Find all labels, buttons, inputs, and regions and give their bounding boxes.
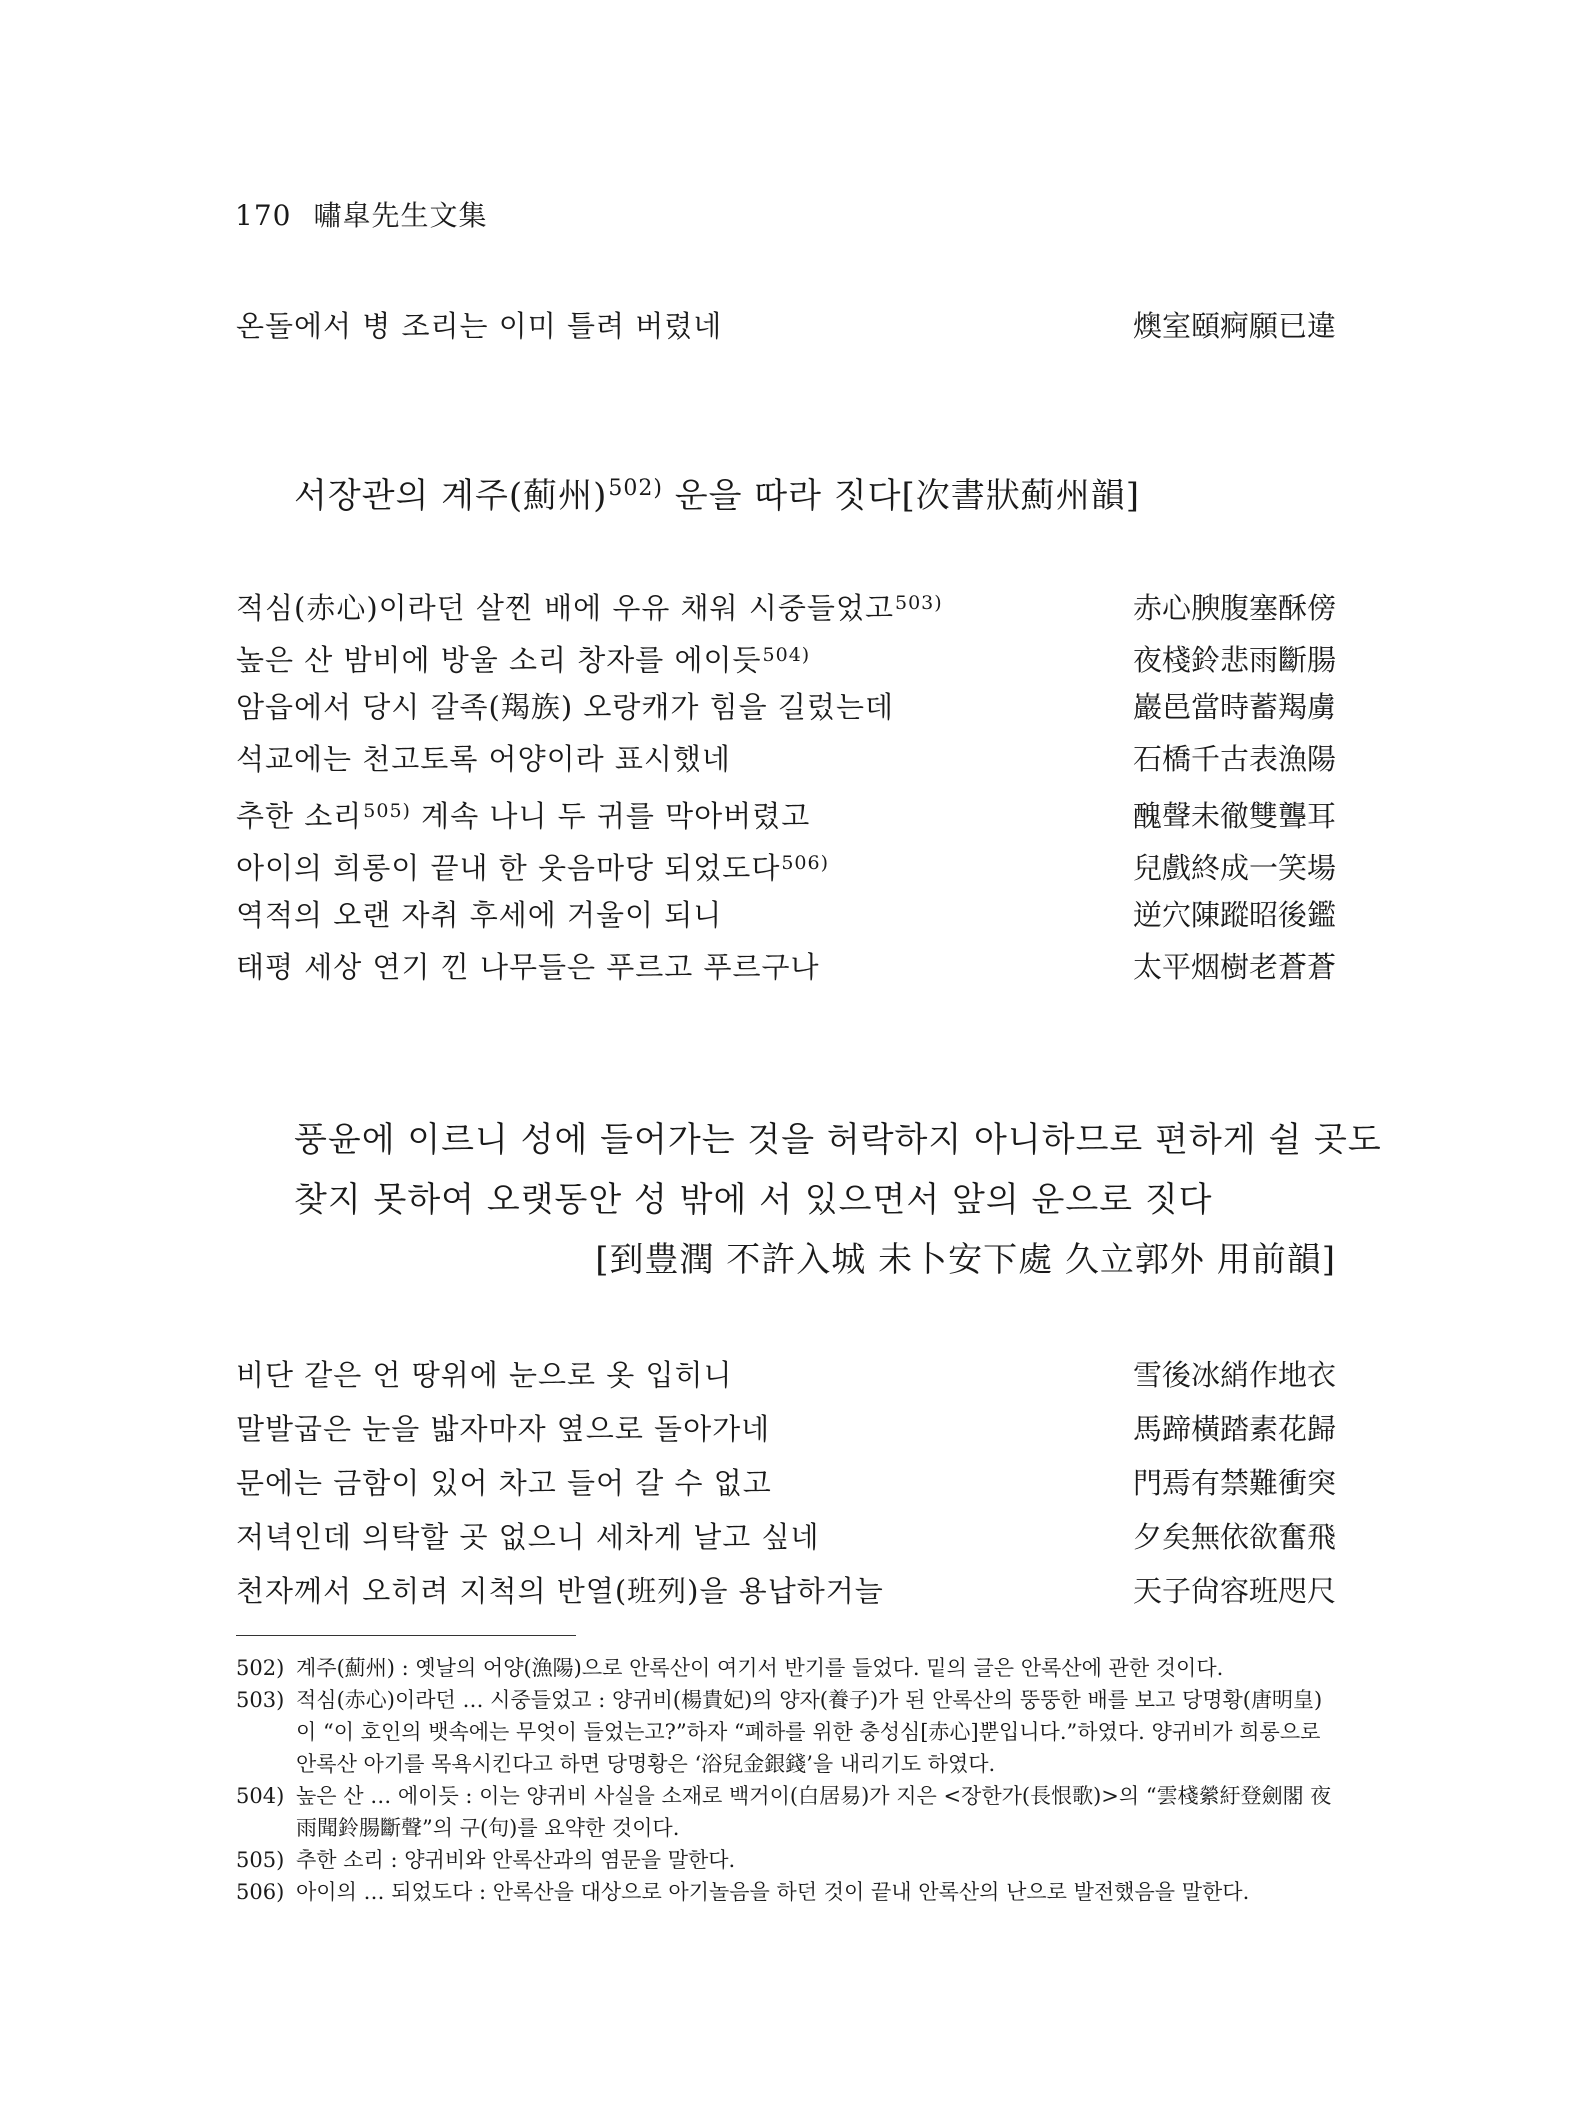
footnote-ref: 504) (762, 644, 811, 666)
verse-line (236, 635, 1336, 680)
verse-hanja: 巖邑當時蓄羯虜 (1132, 690, 1336, 724)
verse-line (236, 687, 1336, 727)
verse-line (236, 791, 1336, 836)
verse-hanja: 兒戲終成一笑場 (1132, 851, 1336, 885)
footnote-number: 505) (236, 1848, 285, 1872)
verse-korean: 높은 산 밤비에 방울 소리 창자를 에이듯$^{504)}$ (236, 643, 811, 677)
verse-hanja: 雪後冰綃作地衣 (1132, 1358, 1336, 1392)
footnote-number: 502) (236, 1656, 285, 1680)
poem-title (294, 1110, 1382, 1290)
poem-title (294, 466, 1140, 519)
footnote-text: 높은 산 … 에이듯 : 이는 양귀비 사실을 소재로 백거이(白居易)가 지은 <장한가(長恨歌)>의 “雲棧縈紆登劍閣 夜雨聞鈴腸斷聲”의 구(句)를 요약한 것이다. (296, 1784, 1332, 1840)
verse-hanja: 逆穴陳蹤昭後鑑 (1132, 898, 1336, 932)
verse-korean: 비단 같은 언 땅위에 눈으로 옷 입히니 (236, 1358, 733, 1392)
footnote-text: 계주(薊州) : 옛날의 어양(漁陽)으로 안록산이 여기서 반기를 들었다. 밑의 글은 안록산에 관한 것이다. (296, 1656, 1224, 1680)
poem-title-rest: 운을 따라 짓다[次書狀薊州韻] (662, 476, 1140, 516)
footnote-divider (236, 1635, 576, 1636)
verse-korean: 암읍에서 당시 갈족(羯族) 오랑캐가 힘을 길렀는데 (236, 690, 894, 724)
verse-hanja: 夕矣無依欲奮飛 (1132, 1520, 1336, 1554)
footnote-number: 506) (236, 1880, 285, 1904)
verse-hanja: 門焉有禁難衝突 (1132, 1466, 1336, 1500)
verse-korean: 저녁인데 의탁할 곳 없으니 세차게 날고 싶네 (236, 1520, 820, 1554)
footnote-ref: 502) (608, 476, 663, 501)
verse-line (236, 843, 1336, 888)
footnote (236, 1780, 1336, 1844)
verse-korean: 적심(赤心)이라던 살찐 배에 우유 채워 시중들었고$^{503)}$ (236, 591, 943, 625)
verse-line (236, 1355, 1336, 1395)
footnote-text: 적심(赤心)이라던 … 시중들었고 : 양귀비(楊貴妃)의 양자(養子)가 된 안록산의 뚱뚱한 배를 보고 당명황(唐明皇)이 “이 호인의 뱃속에는 무엇이 들었는고?”하자 “폐하를 위한 충성심[赤心]뿐입니다.”하였다. 양귀비가 희롱으로 안록산 아기를 목욕시킨다고 하면 당명황은 ‘浴兒金銀錢’을 내리기도 하였다. (296, 1688, 1323, 1776)
footnotes (236, 1652, 1336, 1908)
poem-title-korean: 서장관의 계주(薊州) (294, 476, 608, 516)
verse-korean: 온돌에서 병 조리는 이미 틀려 버렸네 (236, 309, 723, 343)
verse-line (236, 947, 1336, 987)
book-title: 嘯皐先生文集 (313, 199, 488, 232)
verse-korean: 문에는 금함이 있어 차고 들어 갈 수 없고 (236, 1466, 772, 1500)
verse-korean: 아이의 희롱이 끝내 한 웃음마당 되었도다$^{506)}$ (236, 851, 830, 885)
verse-hanja: 石橋千古表漁陽 (1132, 742, 1336, 776)
poem-title-hanja: [到豊潤 不許入城 未卜安下處 久立郭外 用前韻] (595, 1240, 1336, 1280)
footnote (236, 1684, 1336, 1780)
verse-korean: 태평 세상 연기 낀 나무들은 푸르고 푸르구나 (236, 950, 820, 984)
verse-line (236, 1517, 1336, 1557)
verse-line (236, 895, 1336, 935)
verse-hanja: 馬蹄橫踏素花歸 (1132, 1412, 1336, 1446)
verse-line (236, 1571, 1336, 1611)
verse-hanja: 燠室頤痾願已違 (1132, 309, 1336, 343)
verse-line (236, 1463, 1336, 1503)
verse-korean: 역적의 오랜 자취 후세에 거울이 되니 (236, 898, 723, 932)
footnote-text: 추한 소리 : 양귀비와 안록산과의 염문을 말한다. (296, 1848, 736, 1872)
footnote-ref: 505) (363, 800, 411, 822)
verse-korean: 석교에는 천고토록 어양이라 표시했네 (236, 742, 731, 776)
poem-title-line: 찾지 못하여 오랫동안 성 밖에 서 있으면서 앞의 운으로 짓다 (294, 1180, 1213, 1220)
verse-hanja: 夜棧鈴悲雨斷腸 (1132, 643, 1336, 677)
footnote (236, 1652, 1336, 1684)
verse-hanja: 太平烟樹老蒼蒼 (1132, 950, 1336, 984)
running-head (235, 194, 487, 234)
verse-line (236, 583, 1336, 628)
footnote (236, 1876, 1336, 1908)
footnote-ref: 506) (781, 852, 830, 874)
verse-hanja: 天子尙容班咫尺 (1132, 1574, 1336, 1608)
verse-korean: 말발굽은 눈을 밟자마자 옆으로 돌아가네 (236, 1412, 771, 1446)
verse-line (236, 306, 1336, 346)
footnote-number: 504) (236, 1784, 285, 1808)
poem-title-line: 풍윤에 이르니 성에 들어가는 것을 허락하지 아니하므로 편하게 쉴 곳도 (294, 1120, 1382, 1160)
verse-korean: 천자께서 오히려 지척의 반열(班列)을 용납하거늘 (236, 1574, 884, 1608)
footnote-number: 503) (236, 1688, 285, 1712)
verse-korean: 추한 소리$^{505)}$ 계속 나니 두 귀를 막아버렸고 (236, 799, 811, 833)
verse-line (236, 1409, 1336, 1449)
page-number: 170 (235, 199, 292, 232)
footnote (236, 1844, 1336, 1876)
footnote-text: 아이의 … 되었도다 : 안록산을 대상으로 아기놀음을 하던 것이 끝내 안록산의 난으로 발전했음을 말한다. (296, 1880, 1250, 1904)
footnote-ref: 503) (894, 592, 943, 614)
verse-line (236, 739, 1336, 779)
verse-hanja: 醜聲未徹雙聾耳 (1132, 799, 1336, 833)
verse-hanja: 赤心腴腹塞酥傍 (1132, 591, 1336, 625)
